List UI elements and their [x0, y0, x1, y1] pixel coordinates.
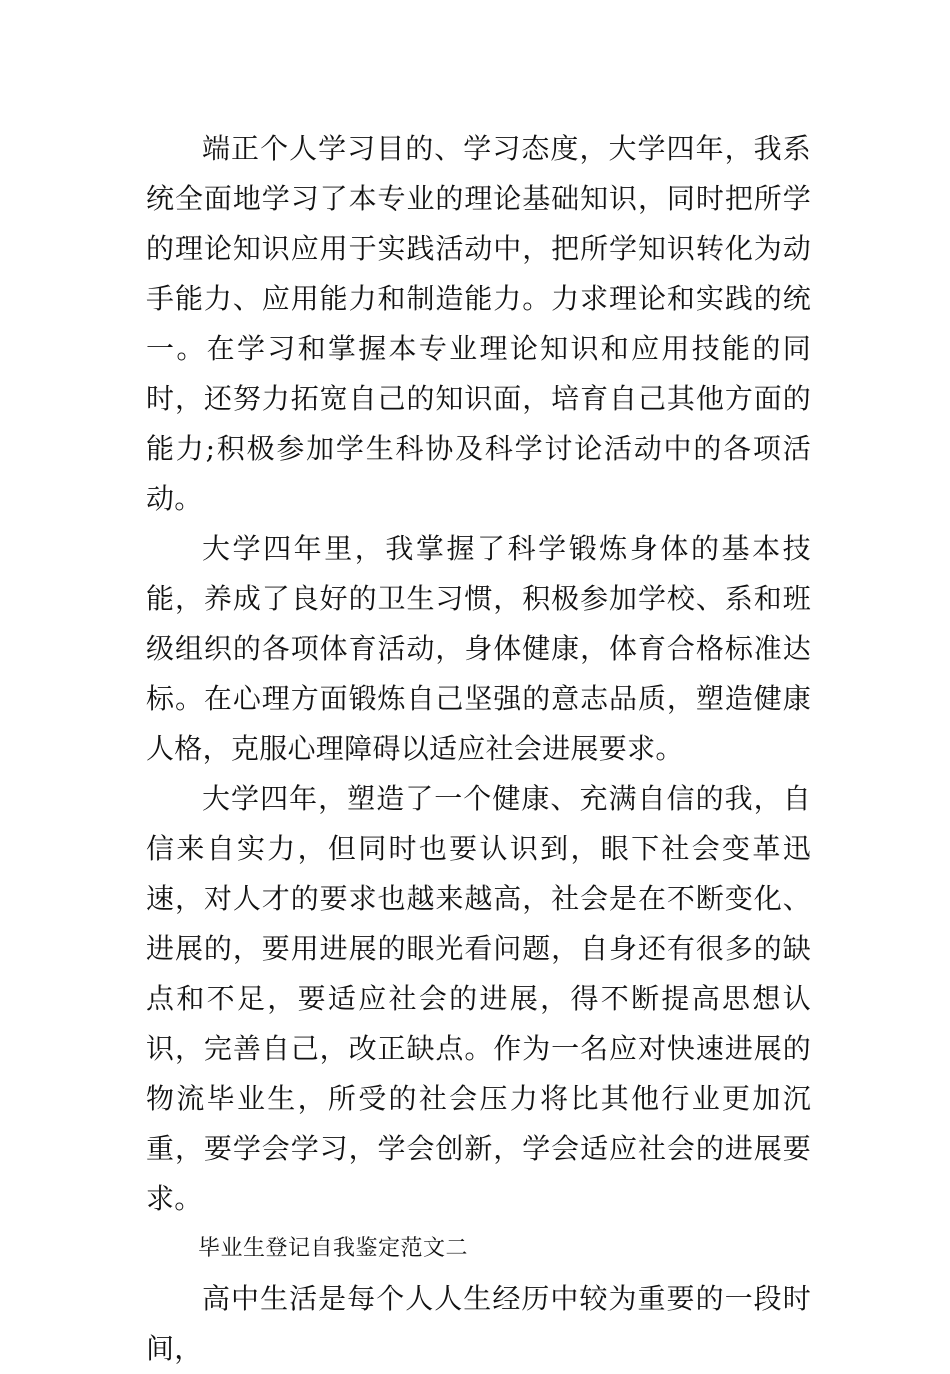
paragraph-study: 端正个人学习目的、学习态度，大学四年，我系统全面地学习了本专业的理论基础知识，同时把所学的理论知识应用于实践活动中，把所学知识转化为动手能力、应用能力和制造能力。力求理论和实践的统一。在学习和掌握本专业理论知识和应用技能的同时，还努力拓宽自己的知识面，培育自己其他方面的能力;积极参加学生科协及科学讨论活动中的各项活动。 — [146, 132, 811, 515]
paragraph-confidence: 大学四年，塑造了一个健康、充满自信的我，自信来自实力，但同时也要认识到，眼下社会变革迅速，对人才的要求也越来越高，社会是在不断变化、进展的，要用进展的眼光看问题，自身还有很多的缺点和不足，要适应社会的进展，得不断提高思想认识，完善自己，改正缺点。作为一名应对快速进展的物流毕业生，所受的社会压力将比其他行业更加沉重，要学会学习，学会创新，学会适应社会的进展要求。 — [146, 782, 811, 1215]
paragraph-high-school: 高中生活是每个人人生经历中较为重要的一段时间， — [146, 1282, 811, 1365]
section-heading: 毕业生登记自我鉴定范文二 — [198, 1236, 469, 1261]
document-page — [146, 124, 811, 1374]
paragraph-health: 大学四年里，我掌握了科学锻炼身体的基本技能，养成了良好的卫生习惯，积极参加学校、系和班级组织的各项体育活动，身体健康，体育合格标准达标。在心理方面锻炼自己坚强的意志品质，塑造健康人格，克服心理障碍以适应社会进展要求。 — [146, 532, 811, 765]
